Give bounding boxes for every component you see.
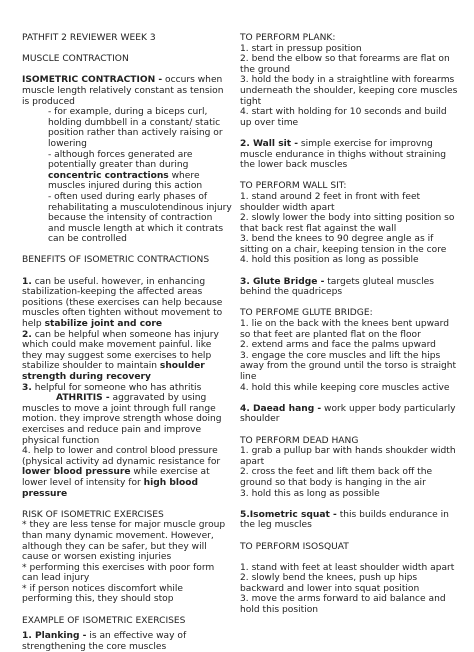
risk-1: * they are less tense for major muscle group than many dynamic movement. However, although they can be safer, but they will cause or worsen existing injuries — [22, 520, 226, 563]
dead-hang-label: 4. Daead hang - — [240, 403, 322, 414]
glute-bridge-intro — [240, 277, 460, 298]
benefit-4-text-b: while exercise at lower level of intensity for — [22, 467, 210, 488]
benefit-3 — [22, 383, 232, 394]
glute-bridge-step: 2. extend arms and face the palms upward — [240, 340, 436, 351]
isometric-definition-text: occurs when muscle length relatively constant as tension is produced — [22, 75, 224, 107]
dead-hang-step: 2. cross the feet and lift them back off the ground so that body is hanging in the air — [240, 467, 433, 488]
arthritis-term: ATHRITIS - — [56, 393, 110, 404]
benefit-1-text: can be useful. however, in enhancing stabilization-keeping the affected areas positions (these exercises can help because muscles often tighten without movement to help — [22, 276, 223, 330]
wall-sit-step: 2. slowly lower the body into sitting position so that back rest flat against the wall — [240, 213, 455, 234]
plank-step: 4. start with holding for 10 seconds and build up over time — [240, 107, 447, 128]
wall-sit-step: 1. stand around 2 feet in front with feet shoulder width apart — [240, 191, 421, 213]
document-title: PATHFIT 2 REVIEWER WEEK 3 — [22, 33, 156, 43]
glute-bridge-step: 1. lie on the back with the knees bent upward so that feet are planted flat on the floor — [240, 319, 449, 340]
benefit-1-bold: stabilize joint and core — [44, 319, 162, 330]
plank-step: 1. start in pressup position — [240, 43, 362, 54]
isometric-term: ISOMETRIC CONTRACTION - — [22, 75, 163, 86]
benefit-3-number: 3. — [22, 382, 32, 393]
benefit-2-text: can be helpful when someone has injury which could make movement painful. like they may suggest some exercises to help stabilize shoulder to maintain — [22, 329, 219, 372]
benefit-4-bold-1: lower blood pressure — [22, 467, 131, 478]
dead-hang-step: 1. grab a pullup bar with hands shoukder width apart — [240, 446, 456, 467]
isometric-squat-step: 2. slowly bend the knees, push up hips backward and lower into squat position — [240, 573, 420, 594]
section-heading-examples: EXAMPLE OF ISOMETRIC EXERCISES — [22, 615, 186, 626]
dead-hang-heading: TO PERFORM DEAD HANG — [240, 435, 359, 446]
plank-step: 3. hold the body in a straightline with forearms underneath the shoulder, keeping core muscles tight — [240, 75, 458, 107]
benefit-1 — [22, 277, 232, 330]
benefit-2-bold: shoulder strength during recovery — [22, 361, 205, 382]
isometric-squat-intro — [240, 510, 460, 531]
benefit-3-text: helpful for someone who has athritis — [31, 382, 202, 393]
isometric-squat-step: 3. move the arms forward to aid balance and hold this position — [240, 594, 446, 616]
left-column — [22, 33, 232, 652]
example-1 — [22, 631, 232, 652]
benefit-4-bold-2: high blood pressure — [22, 477, 199, 499]
isometric-example-1: - for example, during a biceps curl, holding dumbbell in a constant/ static position rather than actively raising or lowering — [48, 107, 223, 149]
wall-sit-label: 2. Wall sit - — [240, 138, 299, 149]
example-1-label: 1. Planking - — [22, 631, 87, 642]
isometric-squat-heading: TO PERFORM ISOSQUAT — [240, 541, 349, 552]
right-column — [240, 33, 460, 616]
risk-2: * performing this exercises with poor form can lead injury — [22, 562, 215, 584]
glute-bridge-label: 3. Glute Bridge - — [240, 276, 325, 287]
isometric-squat-text: this builds endurance in the leg muscles — [240, 509, 449, 531]
example-1-text: is an effective way of strengthening the core muscles — [22, 631, 187, 652]
benefit-2 — [22, 330, 232, 383]
wall-sit-step: 4. hold this position as long as possible — [240, 255, 419, 266]
benefit-4 — [22, 446, 232, 499]
glute-bridge-text: targets gluteal muscles behind the quadriceps — [240, 276, 434, 298]
glute-bridge-heading: TO PERFOME GLUTE BRIDGE: — [240, 308, 373, 319]
iso-ex2-text-a: - although forces generated are potentially greater than during — [48, 149, 193, 171]
isometric-squat-label: 5.Isometric squat - — [240, 509, 337, 520]
wall-sit-text: simple exercise for improvng muscle endurance in thighs without straining the lower back muscles — [240, 138, 447, 171]
wall-sit-intro — [240, 139, 460, 171]
section-heading-risk: RISK OF ISOMETRIC EXERCISES — [22, 509, 164, 520]
risk-3: * if person notices discomfort while performing this, they should stop — [22, 583, 184, 605]
dead-hang-intro — [240, 404, 460, 425]
section-heading-benefits: BENEFITS OF ISOMETRIC CONTRACTIONS — [22, 255, 210, 266]
wall-sit-heading: TO PERFORM WALL SIT: — [240, 181, 347, 192]
isometric-example-2 — [22, 150, 232, 192]
isometric-squat-step: 1. stand with feet at least shoulder width apart — [240, 562, 455, 573]
wall-sit-step: 3. bend the knees to 90 degree angle as if sitting on a chair, keeping tension in the core — [240, 234, 447, 255]
dead-hang-text: work upper body particularly shoulder — [240, 403, 456, 425]
section-heading-muscle-contraction: MUSCLE CONTRACTION — [22, 54, 129, 65]
benefit-1-number: 1. — [22, 276, 32, 287]
isometric-example-3: - often used during early phases of rehabilitating a musculotendinous injury because the intensity of contraction and muscle length at which it contrats can be controlled — [48, 191, 232, 245]
dead-hang-step: 3. hold this as long as possible — [240, 488, 380, 499]
glute-bridge-step: 3. engage the core muscles and lift the hips away from the ground until the torso is straight line — [240, 350, 457, 382]
benefit-3-arthritis — [22, 393, 232, 446]
isometric-definition — [22, 75, 232, 107]
plank-heading: TO PERFORM PLANK: — [240, 33, 336, 43]
glute-bridge-step: 4. hold this while keeping core muscles active — [240, 382, 450, 393]
iso-ex2-text-c: where muscles injured during this action — [48, 170, 203, 192]
benefit-4-text-a: 4. help to lower and control blood pressure (physical activity ad dynamic resistance for — [22, 446, 221, 467]
iso-ex2-bold: concentric contractions — [48, 170, 169, 181]
benefit-2-number: 2. — [22, 329, 32, 340]
plank-step: 2. bend the elbow so that forearms are flat on the ground — [240, 54, 450, 75]
arthritis-text: aggravated by using muscles to move a joint through full range motion. they improve strength whose doing exercises and reduce pain and improve physical function — [22, 393, 222, 446]
